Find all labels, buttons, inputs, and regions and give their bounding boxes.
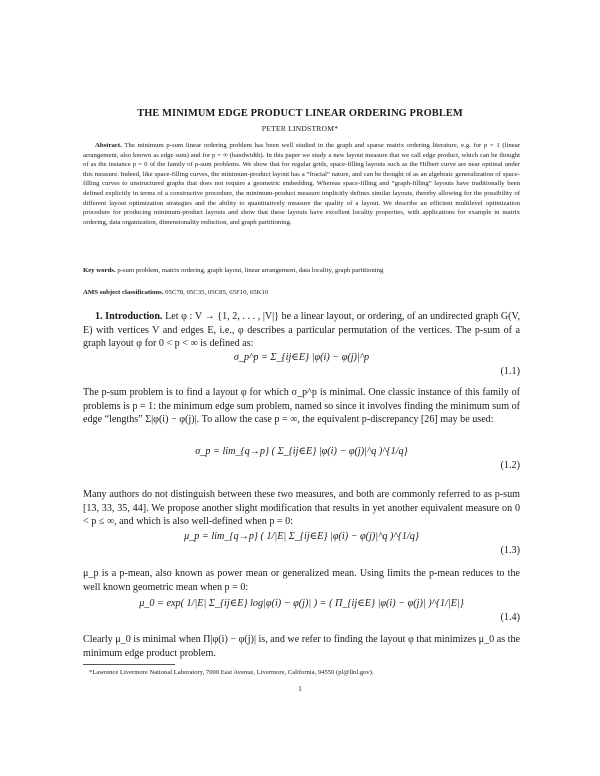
intro-paragraph-1 <box>83 310 520 351</box>
equation-1-3 <box>83 531 520 571</box>
ams-label: AMS subject classifications. <box>83 289 164 296</box>
intro-paragraph-4: μ_p is a p-mean, also known as power mean or generalized mean. Using limits the p-mean reduces to the well known geometric mean when p = 0: <box>83 568 520 593</box>
paper-author: PETER LINDSTROM* <box>261 124 339 133</box>
equation-1-1-expression: σ_p^p = Σ_{ij∈E} |φ(i) − φ(j)|^p <box>233 352 370 363</box>
equation-1-4-expression: μ_0 = exp( 1/|E| Σ_{ij∈E} log|φ(i) − φ(j)| ) = ( Π_{ij∈E} |φ(i) − φ(j)| )^{1/|E|} <box>139 598 464 609</box>
equation-1-4 <box>83 598 520 638</box>
intro-paragraph-5: Clearly μ_0 is minimal when Π|φ(i) − φ(j)| is, and we refer to finding the layout φ that minimizes μ_0 as the minimum edge product problem. <box>83 634 520 659</box>
equation-1-3-number: (1.3) <box>500 545 520 556</box>
ams-classifications <box>83 288 520 298</box>
abstract <box>83 141 520 227</box>
para1-text: Let φ : V → {1, 2, . . . , |V|} be a linear layout, or ordering, of an undirected graph G(V, E) with vertices V and edges E, i.e., φ describes a particular permutation of the vertices. The p-sum of a graph layout φ for 0 < p < ∞ is defined as: <box>83 311 520 350</box>
equation-1-2-expression: σ_p = lim_{q→p} ( Σ_{ij∈E} |φ(i) − φ(j)|^q )^{1/q} <box>195 446 408 457</box>
keywords-text: p-sum problem, matrix ordering, graph layout, linear arrangement, data locality, graph partitioning <box>117 267 384 274</box>
equation-1-4-number: (1.4) <box>500 612 520 623</box>
equation-1-2-number: (1.2) <box>500 460 520 471</box>
keywords <box>83 266 520 276</box>
footnote: *Lawrence Livermore National Laboratory, 7000 East Avenue, Livermore, California, 94550 (pl@llnl.gov). <box>89 669 374 676</box>
keywords-label: Key words. <box>83 267 116 274</box>
footnote-rule <box>83 664 175 665</box>
intro-paragraph-2: The p-sum problem is to find a layout φ for which σ_p^p is minimal. One classic instance of this family of problems is p = 1: the minimum edge sum problem, named so since it involves finding the minimum sum of edge “lengths” Σ|φ(i) − φ(j)|. To allow the case p = ∞, the equivalent p-discrepancy [26] may be used: <box>83 387 520 426</box>
paper-title: THE MINIMUM EDGE PRODUCT LINEAR ORDERING PROBLEM <box>137 108 463 119</box>
intro-paragraph-3: Many authors do not distinguish between these two measures, and both are commonly referred to as p-sum [13, 33, 35, 44]. We propose another slight modification that results in yet another equivalent measure on 0 < p ≤ ∞, and which is also well-defined when p = 0: <box>83 489 520 528</box>
equation-1-1-number: (1.1) <box>500 366 520 377</box>
abstract-label: Abstract. <box>95 142 122 149</box>
abstract-text: The minimum p-sum linear ordering problem has been well studied in the graph and sparse matrix ordering literature, e.g. for p = 1 (linear arrangement, also known as edge sum) and for p = ∞ (bandwidth). In this paper we study a new layout measure that we call edge product, which can be thought of as the instance p = 0 of the family of p-sum problems. We show that for regular grids, space-filling layouts such as the Hilbert curve are near optimal under this measure. Indeed, like space-filling curves, the minimum-product layout has a “fractal” nature, and can be thought of as an algebraic generalization of space-filling curves to unstructured graphs that does not require a geometric embedding. Whereas space-filling and “graph-filling” layouts have traditionally been defined explicitly in terms of a constructive procedure, the minimum-product measure implicitly defines similar layouts, thereby allowing for the possibility of different layout optimization strategies and the ability to quantitatively measure the quality of a layout. We describe an efficient multilevel optimization procedure for producing minimum-product layouts and show that these layouts have excellent locality properties, with applications for example in matrix ordering, data organization, dimensionality reduction, and graph partitioning. <box>83 142 520 226</box>
equation-1-2 <box>83 446 520 486</box>
section-heading: 1. Introduction. <box>95 311 163 322</box>
ams-text: 05C78, 05C35, 05C85, 65F10, 65K10 <box>165 289 269 296</box>
equation-1-3-expression: μ_p = lim_{q→p} ( 1/|E| Σ_{ij∈E} |φ(i) − φ(j)|^q )^{1/q} <box>184 531 419 542</box>
page-number: 1 <box>298 684 302 693</box>
